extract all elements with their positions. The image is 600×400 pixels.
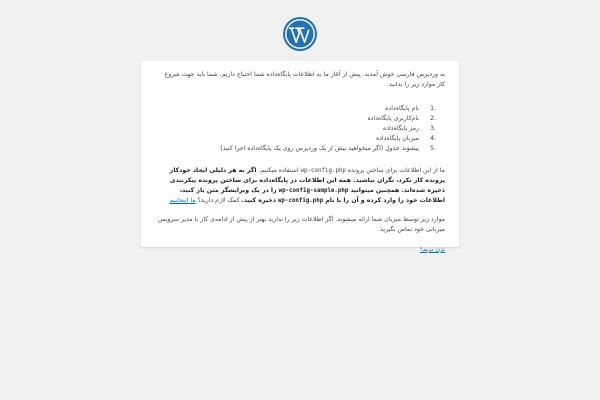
wordpress-logo-icon[interactable] xyxy=(282,16,318,52)
config-text-part2: استفاده میکنیم. xyxy=(258,167,299,174)
list-item: میزبان پایگاه‌داده xyxy=(375,135,419,142)
list-item: نام پایگاه‌داده xyxy=(385,105,419,112)
host-info-line1: موارد زیر توسط میزبان شما ارائه میشوند. اگر اطلاعات زیر را ندارید بهتر از پیش از ادامه‌ی کار با مدیر سرویس xyxy=(157,216,445,223)
host-info-line2: میزبانی خود تماس بگیرید. xyxy=(378,226,445,233)
host-info-text xyxy=(155,215,445,235)
intro-text: به وردپرس فارسی خوش آمدید. پیش از آغاز ما به اطلاعات پایگاه‌داده شما احتیاج داریم. شما باید جهت شروع کار موارد زیر را بدانید. xyxy=(164,71,445,88)
wordpress-logo-svg xyxy=(282,16,318,52)
button-row xyxy=(155,245,445,255)
list-item: رمز پایگاه‌داده xyxy=(382,125,419,132)
config-filename-2: wp-config.php xyxy=(277,198,324,204)
config-bold-part3: ذخیره کنید. xyxy=(241,197,276,204)
requirements-list xyxy=(155,104,445,154)
help-link[interactable]: ما اینجاییم xyxy=(169,197,196,204)
lets-go-button[interactable]: بزن بریم! xyxy=(412,246,445,253)
config-bold-part1: اگر به هر دلیلی ایجاد خودکار پرونده کار نکرد، نگران نباشید. همه این اطلاعات در پایگاه‌داده برای ساختن پرونده پیکربندی ذخیره شده‌اند. همچنین میتوانید xyxy=(169,167,445,194)
help-question: کمک لازم دارید؟ xyxy=(197,197,240,204)
list-item: پیشوند جدول (اگر میخواهید بیش از یک وردپرس روی یک پایگاه‌داده اجرا کنید) xyxy=(220,145,419,152)
sample-config-filename: wp-config-sample.php xyxy=(278,188,349,194)
config-filename: wp-config.php xyxy=(300,168,346,174)
config-text-part1: ما از این اطلاعات برای ساختن پرونده xyxy=(347,167,445,174)
config-bold-part2: را در یک ویرایشگر متن باز کنید، اطلاعات خود را وارد کرده و آن را با نام xyxy=(179,187,445,204)
list-item: نام‌کاربری پایگاه‌داده xyxy=(367,115,419,122)
setup-card xyxy=(141,61,459,253)
config-info-text xyxy=(155,166,445,206)
